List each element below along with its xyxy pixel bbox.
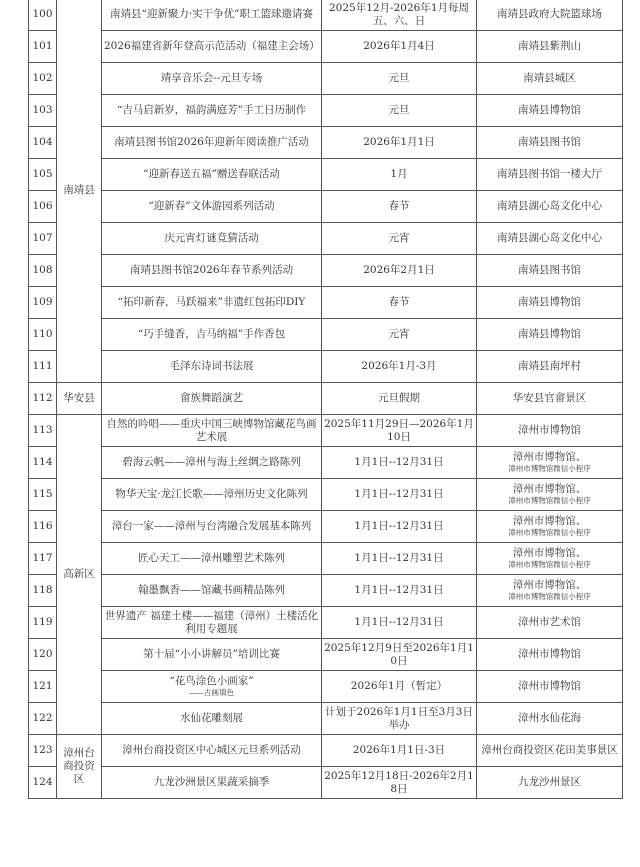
event-name: 水仙花雕刻展 (102, 703, 322, 735)
area-cell: 南靖县 (57, 0, 102, 383)
event-name: 匠心天工——漳州雕塑艺术陈列 (102, 543, 322, 575)
table-row (29, 0, 623, 31)
venue-main: 漳州市博物馆、 (512, 451, 587, 463)
event-venue (477, 479, 623, 511)
event-time: 2025年12月9日至2026年1月10日 (322, 639, 477, 671)
table-row (29, 575, 623, 607)
event-name: 第十届“小小讲解员”培训比赛 (102, 639, 322, 671)
event-venue: 漳州市艺术馆 (477, 607, 623, 639)
table-row (29, 223, 623, 255)
event-name: 世界遗产 福建土楼——福建（漳州）土楼活化利用专题展 (102, 607, 322, 639)
row-number: 101 (29, 31, 57, 63)
row-number: 110 (29, 319, 57, 351)
event-name: 2026福建省新年登高示范活动（福建主会场） (102, 31, 322, 63)
venue-sub: 漳州市博物馆微信小程序 (508, 560, 591, 569)
event-venue (477, 575, 623, 607)
venue-sub: 漳州市博物馆微信小程序 (508, 592, 591, 601)
row-number: 103 (29, 95, 57, 127)
event-time: 2026年1月4日 (322, 31, 477, 63)
table-row (29, 767, 623, 799)
table-row (29, 447, 623, 479)
event-venue: 南靖县湖心岛文化中心 (477, 223, 623, 255)
event-time: 元旦 (322, 63, 477, 95)
event-time: 2026年1月-3月 (322, 351, 477, 383)
table-row (29, 191, 623, 223)
event-time: 2025年12月18日-2026年2月18日 (322, 767, 477, 799)
row-number: 119 (29, 607, 57, 639)
event-name: “迎新春送五福”赠送春联活动 (102, 159, 322, 191)
row-number: 112 (29, 383, 57, 415)
event-name: 靖享音乐会--元旦专场 (102, 63, 322, 95)
table-row (29, 159, 623, 191)
event-venue: 南靖县图书馆一楼大厅 (477, 159, 623, 191)
area-cell: 漳州台商投资区 (57, 735, 102, 799)
event-venue: 南靖县博物馆 (477, 95, 623, 127)
event-time: 1月1日--12月31日 (322, 479, 477, 511)
venue-main: 漳州市博物馆、 (512, 579, 587, 591)
event-venue: 南靖县博物馆 (477, 287, 623, 319)
table-row (29, 31, 623, 63)
row-number: 108 (29, 255, 57, 287)
row-number: 105 (29, 159, 57, 191)
table-row (29, 127, 623, 159)
event-name: 南靖县图书馆2026年春节系列活动 (102, 255, 322, 287)
event-name-main: “花鸟涂色小画家” (169, 675, 254, 687)
row-number: 116 (29, 511, 57, 543)
event-venue: 南靖县紫荆山 (477, 31, 623, 63)
event-time: 元宵 (322, 319, 477, 351)
event-venue: 华安县官畲景区 (477, 383, 623, 415)
event-venue: 漳州市博物馆 (477, 415, 623, 447)
event-time: 1月 (322, 159, 477, 191)
event-time: 2026年2月1日 (322, 255, 477, 287)
event-time: 2025年12月-2026年1月每周五、六、日 (322, 0, 477, 31)
event-time: 2026年1月1日 (322, 127, 477, 159)
table-row (29, 511, 623, 543)
event-name: “迎新春”文体游园系列活动 (102, 191, 322, 223)
event-venue (477, 447, 623, 479)
table-row (29, 415, 623, 447)
event-time: 元旦 (322, 95, 477, 127)
event-time: 春节 (322, 287, 477, 319)
row-number: 122 (29, 703, 57, 735)
event-venue (477, 511, 623, 543)
row-number: 123 (29, 735, 57, 767)
event-venue: 南靖县图书馆 (477, 127, 623, 159)
event-name: 毛泽东诗词书法展 (102, 351, 322, 383)
event-venue: 漳州市博物馆 (477, 639, 623, 671)
venue-sub: 漳州市博物馆微信小程序 (508, 496, 591, 505)
event-time: 2026年1月（暂定） (322, 671, 477, 703)
event-name (102, 671, 322, 703)
event-venue: 南靖县湖心岛文化中心 (477, 191, 623, 223)
row-number: 115 (29, 479, 57, 511)
venue-main: 漳州市博物馆、 (512, 515, 587, 527)
event-venue: 南靖县城区 (477, 63, 623, 95)
event-venue: 漳州水仙花海 (477, 703, 623, 735)
venue-main: 漳州市博物馆、 (512, 547, 587, 559)
event-name: 南靖县“迎新聚力·实干争优”职工篮球邀请赛 (102, 0, 322, 31)
table-row (29, 95, 623, 127)
row-number: 113 (29, 415, 57, 447)
area-cell: 华安县 (57, 383, 102, 415)
table-row (29, 383, 623, 415)
row-number: 102 (29, 63, 57, 95)
event-name: “吉马启新岁，福韵满庭芳”手工日历制作 (102, 95, 322, 127)
row-number: 124 (29, 767, 57, 799)
events-table (28, 0, 623, 799)
event-name: 碧海云帆——漳州与海上丝绸之路陈列 (102, 447, 322, 479)
table-row (29, 607, 623, 639)
event-venue: 漳州市博物馆 (477, 671, 623, 703)
table-row (29, 63, 623, 95)
table-row (29, 543, 623, 575)
row-number: 100 (29, 0, 57, 31)
table-row (29, 255, 623, 287)
table-row (29, 671, 623, 703)
event-time: 2025年11月29日—2026年1月10日 (322, 415, 477, 447)
event-venue: 漳州台商投资区花田美事景区 (477, 735, 623, 767)
event-venue: 九龙沙州景区 (477, 767, 623, 799)
table-row (29, 351, 623, 383)
event-time: 1月1日--12月31日 (322, 607, 477, 639)
event-name-sub: ——古画填色 (189, 688, 234, 697)
row-number: 107 (29, 223, 57, 255)
event-name: 庆元宵灯谜竞猜活动 (102, 223, 322, 255)
row-number: 111 (29, 351, 57, 383)
event-venue: 南靖县博物馆 (477, 319, 623, 351)
venue-main: 漳州市博物馆、 (512, 483, 587, 495)
row-number: 109 (29, 287, 57, 319)
event-venue (477, 543, 623, 575)
event-name: 南靖县图书馆2026年迎新年阅读推广活动 (102, 127, 322, 159)
event-venue: 南靖县南坪村 (477, 351, 623, 383)
area-cell: 高新区 (57, 415, 102, 735)
event-name: “巧手缝香，吉马纳福”手作香包 (102, 319, 322, 351)
table-row (29, 735, 623, 767)
venue-sub: 漳州市博物馆微信小程序 (508, 464, 591, 473)
event-time: 1月1日--12月31日 (322, 543, 477, 575)
venue-sub: 漳州市博物馆微信小程序 (508, 528, 591, 537)
table-row (29, 479, 623, 511)
event-time: 元宵 (322, 223, 477, 255)
table-row (29, 319, 623, 351)
event-time: 1月1日--12月31日 (322, 511, 477, 543)
row-number: 104 (29, 127, 57, 159)
row-number: 117 (29, 543, 57, 575)
event-time: 1月1日--12月31日 (322, 575, 477, 607)
event-venue: 南靖县图书馆 (477, 255, 623, 287)
event-name: 漳州台商投资区中心城区元旦系列活动 (102, 735, 322, 767)
table-row (29, 639, 623, 671)
event-name: 九龙沙洲景区果蔬采摘季 (102, 767, 322, 799)
row-number: 120 (29, 639, 57, 671)
event-venue: 南靖县政府大院篮球场 (477, 0, 623, 31)
event-time: 春节 (322, 191, 477, 223)
table-row (29, 703, 623, 735)
row-number: 118 (29, 575, 57, 607)
row-number: 106 (29, 191, 57, 223)
event-name: 翰墨飘香——馆藏书画精品陈列 (102, 575, 322, 607)
event-name: 畲族舞蹈演艺 (102, 383, 322, 415)
event-time: 1月1日--12月31日 (322, 447, 477, 479)
row-number: 121 (29, 671, 57, 703)
event-name: “拓印新春，马跃福来”非遗红包拓印DIY (102, 287, 322, 319)
row-number: 114 (29, 447, 57, 479)
event-name: 漳台一家——漳州与台湾融合发展基本陈列 (102, 511, 322, 543)
event-name: 自然的吟唱——重庆中国三峡博物馆藏花鸟画艺术展 (102, 415, 322, 447)
event-time: 计划于2026年1月1日至3月3日举办 (322, 703, 477, 735)
table-row (29, 287, 623, 319)
event-time: 2026年1月1日-3日 (322, 735, 477, 767)
event-time: 元旦假期 (322, 383, 477, 415)
event-name: 物华天宝·龙江长歌——漳州历史文化陈列 (102, 479, 322, 511)
